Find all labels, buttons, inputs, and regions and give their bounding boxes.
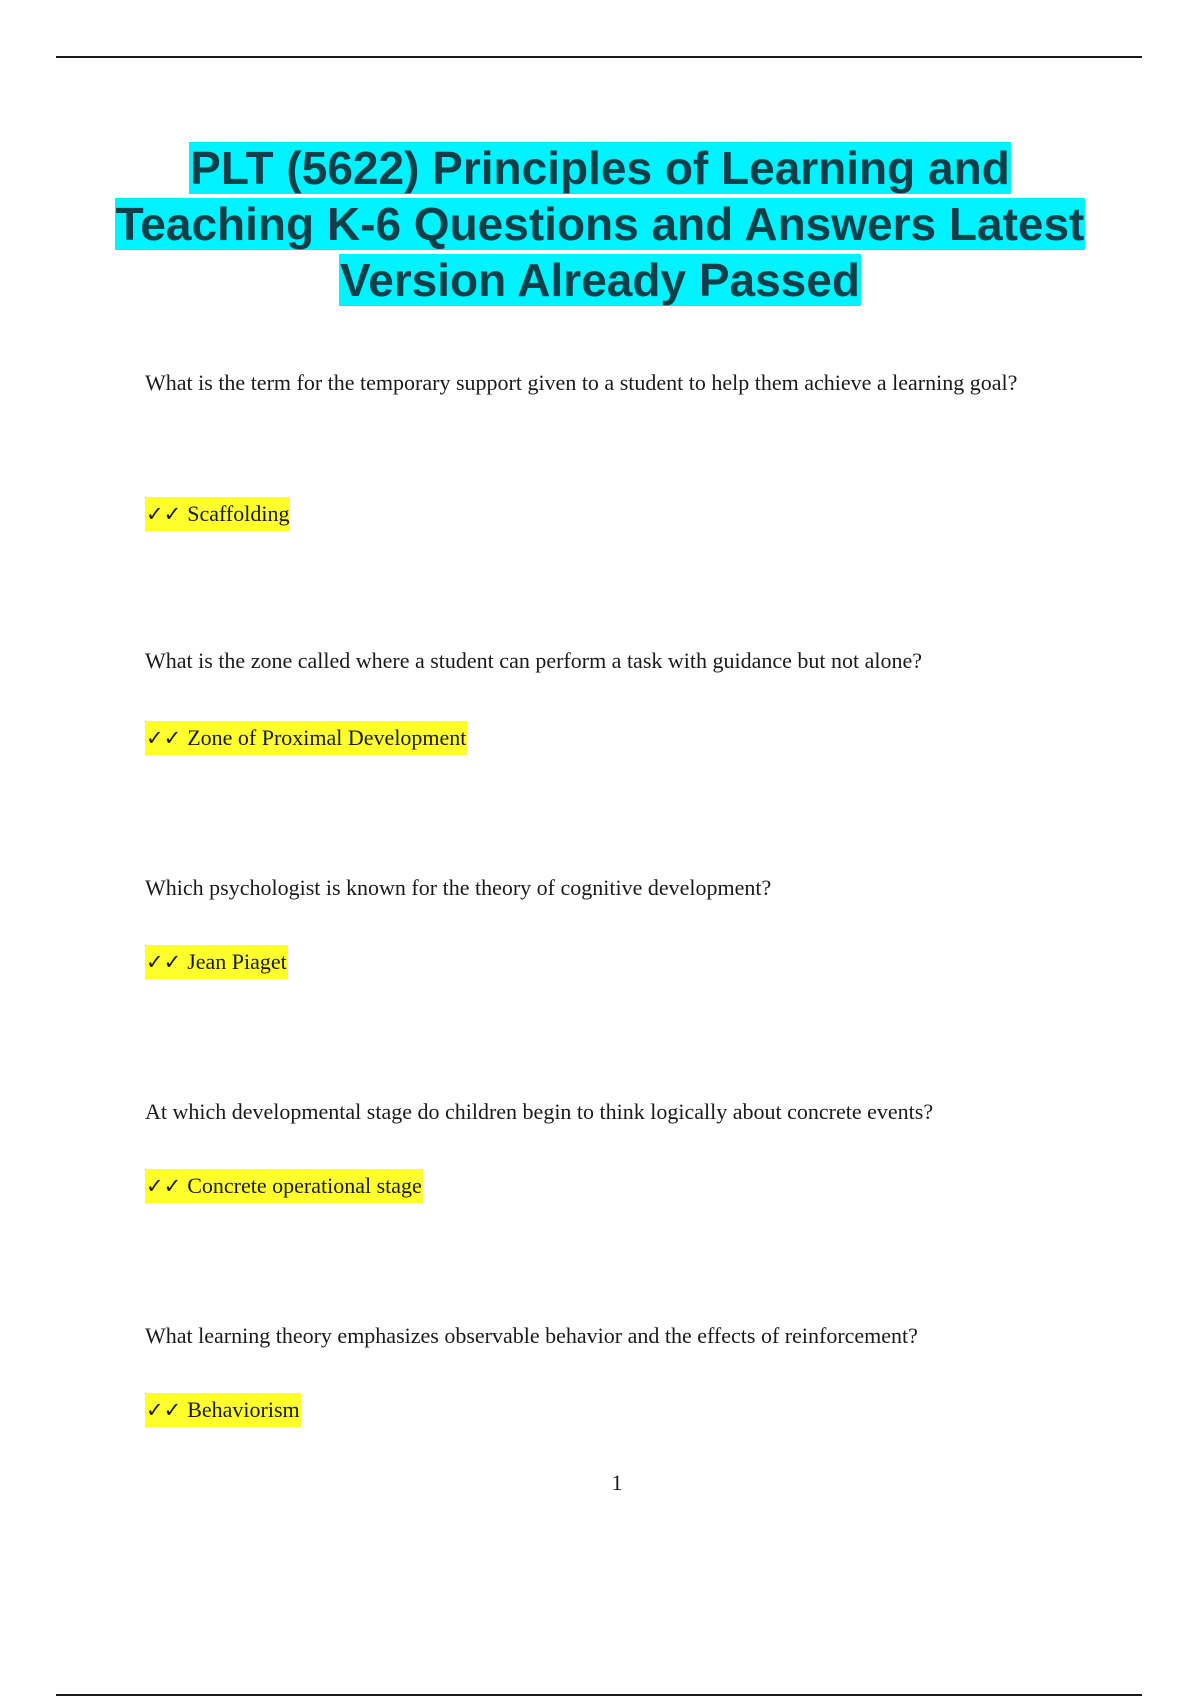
question-4 [145, 1085, 1065, 1139]
answer-2 [145, 721, 1065, 755]
answer-text: Zone of Proximal Development [187, 725, 467, 750]
document-title-text: PLT (5622) Principles of Learning and Teaching K-6 Questions and Answers Latest Version Already Passed [115, 142, 1085, 306]
question-5 [145, 1309, 1065, 1363]
question-text: What is the term for the temporary support given to a student to help them achieve a learning goal? [145, 370, 1018, 395]
answer-1 [145, 497, 1065, 531]
answer-text: Scaffolding [187, 501, 290, 526]
question-1 [145, 356, 1065, 410]
header-rule [56, 56, 1142, 58]
answer-highlight [145, 721, 467, 755]
footer-rule [56, 1694, 1142, 1696]
double-check-icon: ✓✓ [146, 1398, 182, 1422]
answer-text: Concrete operational stage [187, 1173, 422, 1198]
page-number: 1 [611, 1470, 623, 1495]
answer-4 [145, 1169, 1065, 1203]
question-text: At which developmental stage do children begin to think logically about concrete events? [145, 1099, 934, 1124]
answer-highlight [145, 1393, 301, 1427]
question-text: Which psychologist is known for the theory of cognitive development? [145, 875, 772, 900]
double-check-icon: ✓✓ [146, 1174, 182, 1198]
double-check-icon: ✓✓ [146, 726, 182, 750]
document-title [100, 140, 1100, 308]
question-text: What is the zone called where a student can perform a task with guidance but not alone? [145, 648, 923, 673]
answer-highlight [145, 945, 288, 979]
answer-3 [145, 945, 1065, 979]
answer-text: Jean Piaget [187, 949, 287, 974]
question-3 [145, 861, 1065, 915]
question-2 [145, 634, 1065, 688]
answer-highlight [145, 1169, 423, 1203]
answer-highlight [145, 497, 290, 531]
title-block [100, 140, 1100, 308]
answer-5 [145, 1393, 1065, 1427]
answer-text: Behaviorism [187, 1397, 300, 1422]
question-text: What learning theory emphasizes observable behavior and the effects of reinforcement? [145, 1323, 918, 1348]
double-check-icon: ✓✓ [146, 502, 182, 526]
double-check-icon: ✓✓ [146, 950, 182, 974]
